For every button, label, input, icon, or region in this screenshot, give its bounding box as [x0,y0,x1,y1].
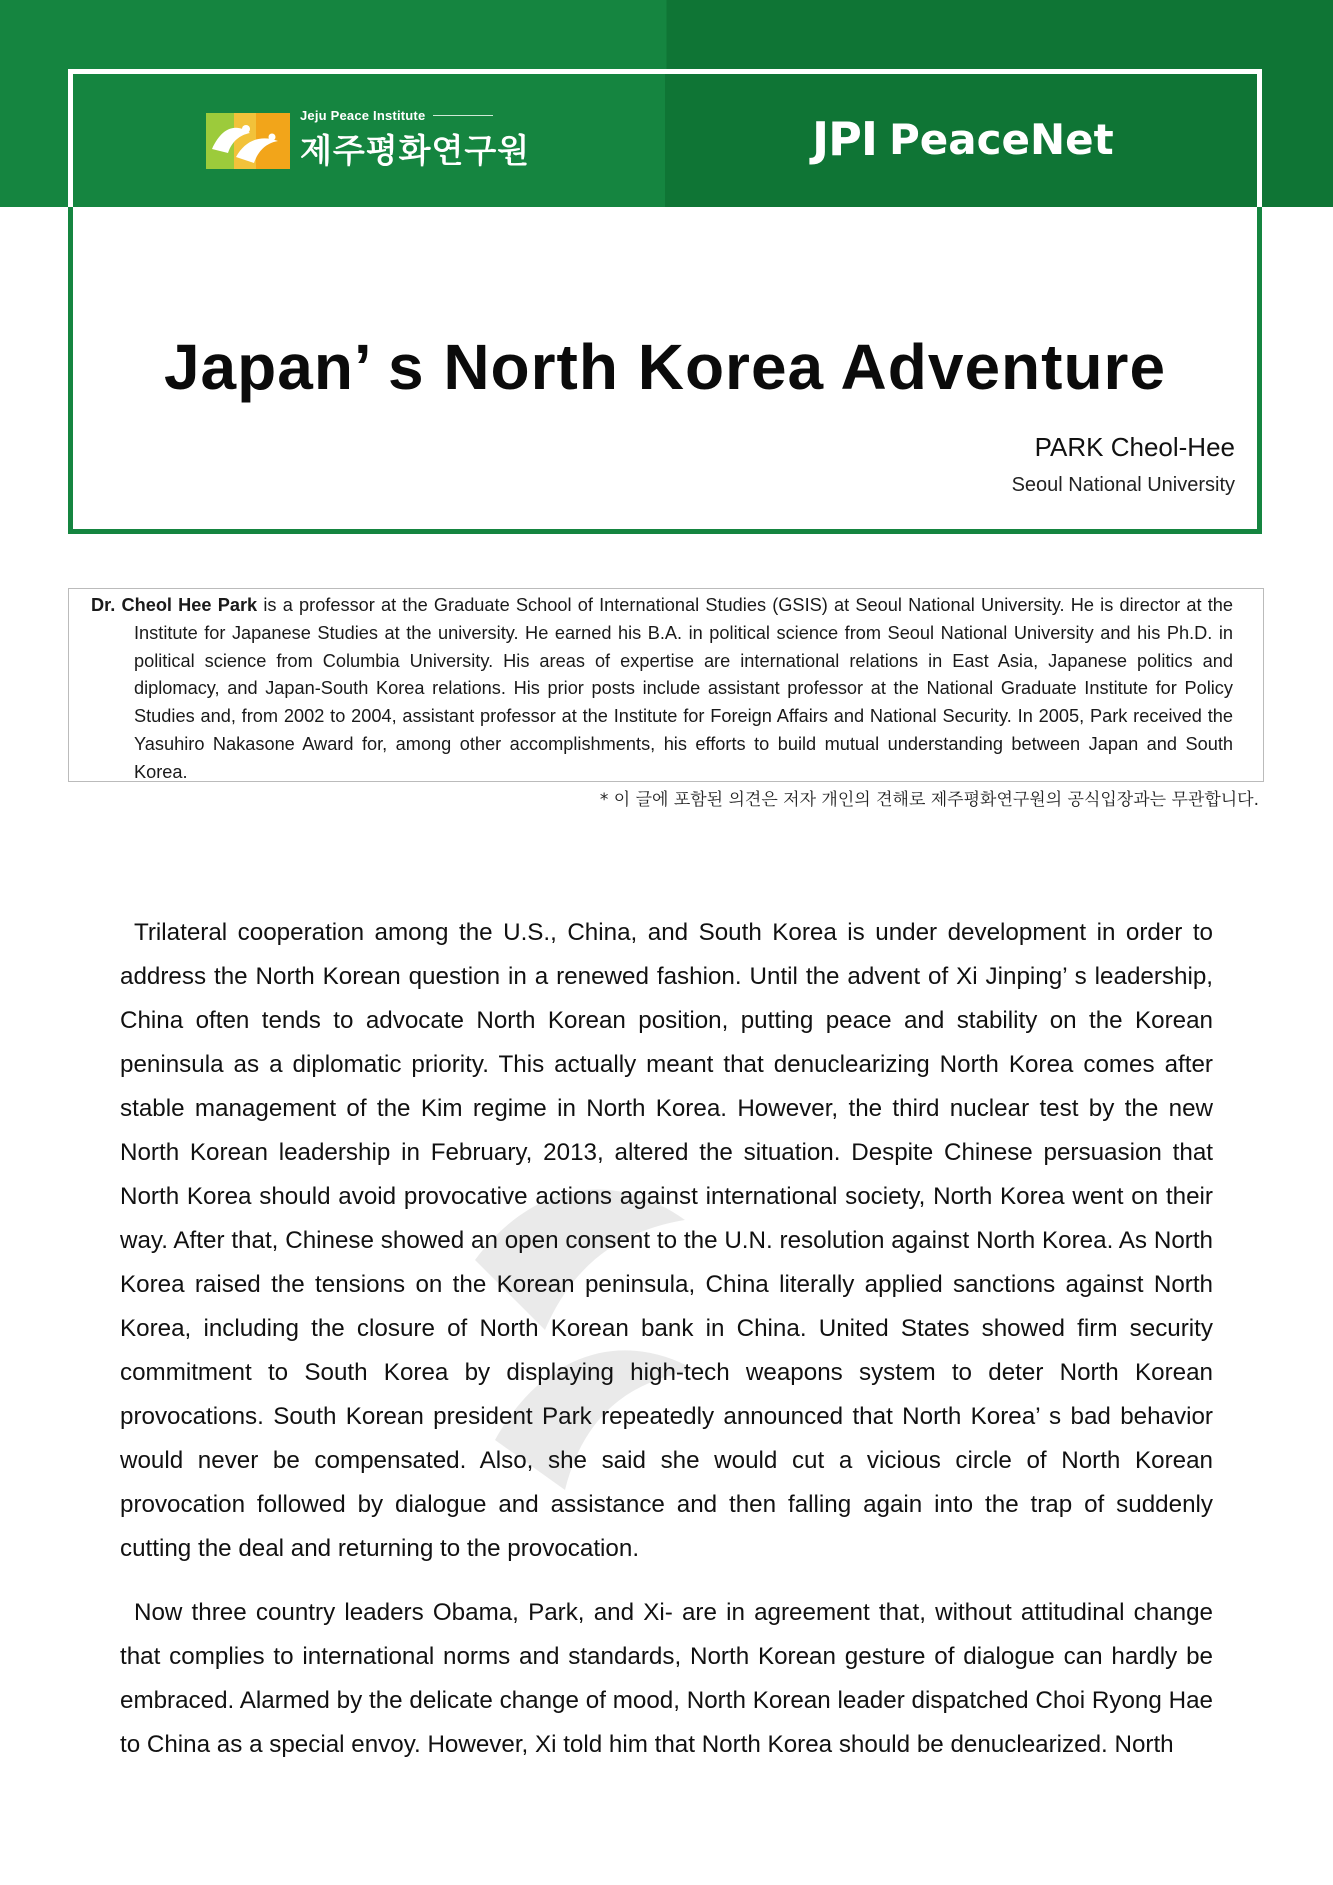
author-bio-box [68,588,1264,782]
author-name: PARK Cheol-Hee [1034,432,1235,462]
article-body [120,911,1213,1787]
frame-side-right [1257,69,1262,207]
dove-logo-icon [206,109,290,171]
peacenet-wordmark: PeaceNet [888,114,1114,164]
institute-name-ko: 제주평화연구원 [300,131,531,170]
bio-text: is a professor at the Graduate School of International Studies (GSIS) at Seoul National University. He is director at the Institute for Japanese Studies at the university. He earned his B.A. in political science from Seoul National University and his Ph.D. in political science from Columbia University. His areas of expertise are international relations in East Asia, Japanese politics and diplomacy, and Japan-South Korea relations. His prior posts include assistant professor at the National Graduate Institute for Policy Studies and, from 2002 to 2004, assistant professor at the Institute for Foreign Affairs and National Security. In 2005, Park received the Yasuhiro Nakasone Award for, among other accomplishments, his efforts to build mutual understanding between Japan and South Korea. [134,595,1234,782]
body-paragraph-1: Trilateral cooperation among the U.S., China, and South Korea is under development in order to address the North Korean question in a renewed fashion. Until the advent of Xi Jinping’ s leadership, China often tends to advocate North Korean position, putting peace and stability on the Korean peninsula as a diplomatic priority. This actually meant that denuclearizing North Korea comes after stable management of the Kim regime in North Korea. However, the third nuclear test by the new North Korean leadership in February, 2013, altered the situation. Despite Chinese persuasion that North Korea should avoid provocative actions against international society, North Korea went on their way. After that, Chinese showed an open consent to the U.N. resolution against North Korea. As North Korea raised the tensions on the Korean peninsula, China literally applied sanctions against North Korea, including the closure of North Korean bank in China. United States showed firm security commitment to South Korea by displaying high-tech weapons system to deter North Korean provocations. South Korean president Park repeatedly announced that North Korea’ s bad behavior would never be compensated. Also, she said she would cut a vicious circle of North Korean provocation followed by dialogue and assistance and then falling again into the trap of suddenly cutting the deal and returning to the provocation. [120,919,1213,1562]
author-bio [91,592,1233,787]
disclaimer: * 이 글에 포함된 의견은 저자 개인의 견해로 제주평화연구원의 공식입장과는 무관합니다. [599,790,1259,810]
author-affiliation: Seoul National University [1011,474,1235,496]
body-paragraph-2: Now three country leaders Obama, Park, and Xi- are in agreement that, without attitudinal change that complies to international norms and standards, North Korean gesture of dialogue can hardly be embraced. Alarmed by the delicate change of mood, North Korean leader dispatched Choi Ryong Hae to China as a special envoy. However, Xi told him that North Korea should be denuclearized. North [120,1599,1213,1758]
bio-name: Dr. Cheol Hee Park [91,595,258,615]
institute-name-en: Jeju Peace Institute [300,108,530,123]
frame-top-line [68,69,1262,74]
article-title: Japan’ s North Korea Adventure [163,331,1167,403]
peacenet-logo [812,112,1114,166]
institute-logo [206,108,530,172]
jpi-wordmark: JPI [812,112,877,166]
frame-side-left [68,69,73,207]
